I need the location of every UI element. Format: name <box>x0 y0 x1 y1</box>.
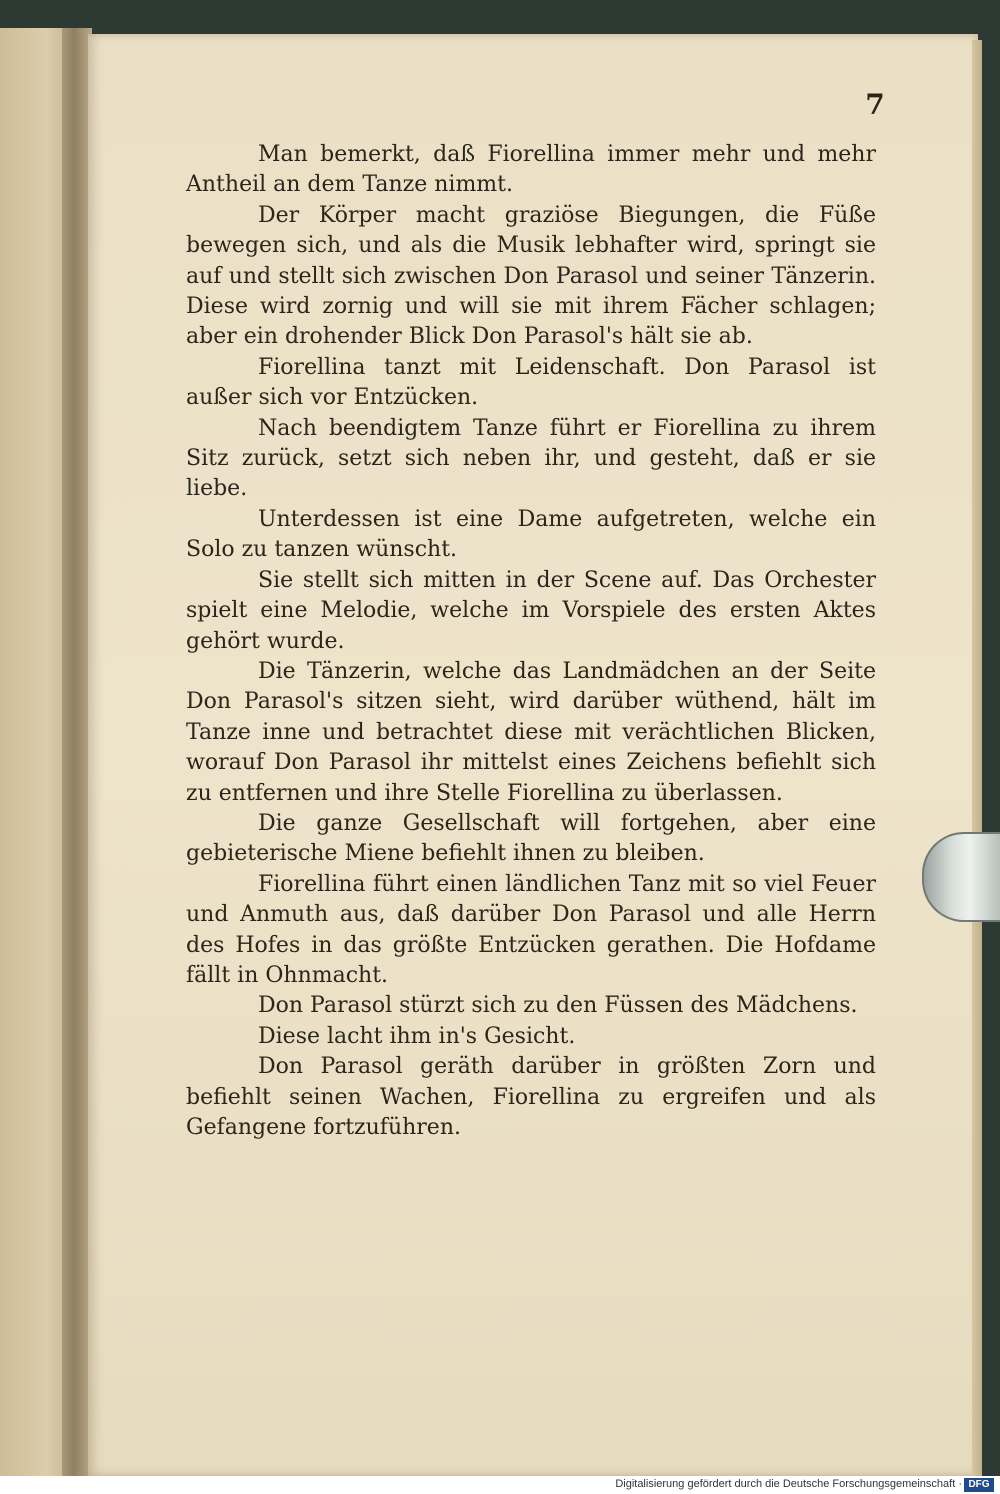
page-number: 7 <box>865 88 885 121</box>
paragraph: Die Tänzerin, welche das Landmädchen an der Seite Don Parasol's sitzen sieht, wird darüber wüthend, hält im Tanze inne und betrachtet diese mit verächtlichen Blicken, worauf Don Parasol ihr mittelst eines Zeichens befiehlt sich zu entfernen und ihre Stelle Fiorellina zu überlassen. <box>186 658 876 806</box>
paragraph: Fiorellina tanzt mit Leidenschaft. Don Parasol ist außer sich vor Entzücken. <box>186 354 876 411</box>
paragraph: Diese lacht ihm in's Gesicht. <box>258 1023 576 1049</box>
paragraph: Man bemerkt, daß Fiorellina immer mehr und mehr Antheil an dem Tanze nimmt. <box>186 142 876 198</box>
paragraph: Die ganze Gesellschaft will fortgehen, aber eine gebieterische Miene befiehlt ihnen zu bleiben. <box>186 810 876 867</box>
paragraph: Der Körper macht graziöse Biegungen, die Füße bewegen sich, und als die Musik lebhafter wird, springt sie auf und stellt sich zwischen Don Parasol und seiner Tänzerin. Diese wird zornig und will sie mit ihrem Fächer schlagen; aber ein drohender Blick Don Parasol's hält sie ab. <box>186 202 876 350</box>
paragraph: Don Parasol geräth darüber in größten Zorn und befiehlt seinen Wachen, Fiorellina zu ergreifen und als Gefangene fortzuführen. <box>186 1054 876 1140</box>
paragraph: Sie stellt sich mitten in der Scene auf. Das Orchester spielt eine Melodie, welche im Vorspiele des ersten Aktes gehört wurde. <box>186 567 876 654</box>
page-clip-icon <box>922 832 1000 922</box>
page-edge-stack <box>972 40 982 1476</box>
paragraph: Fiorellina führt einen ländlichen Tanz mit so viel Feuer und Anmuth aus, daß darüber Don Parasol und alle Herrn des Hofes in das größte Entzücken gerathen. Die Hofdame fällt in Ohnmacht. <box>186 871 876 988</box>
paragraph: Nach beendigtem Tanze führt er Fiorellina zu ihrem Sitz zurück, setzt sich neben ihr, und gesteht, daß er sie liebe. <box>186 415 876 502</box>
paragraph: Don Parasol stürzt sich zu den Füssen des Mädchens. <box>258 993 858 1019</box>
paragraph: Unterdessen ist eine Dame aufgetreten, welche ein Solo zu tanzen wünscht. <box>186 506 876 563</box>
page-body-text <box>186 140 876 1143</box>
dfg-logo: DFG <box>964 1478 994 1492</box>
digitization-credit: Digitalisierung gefördert durch die Deutsche Forschungsgemeinschaft · <box>615 1478 962 1490</box>
